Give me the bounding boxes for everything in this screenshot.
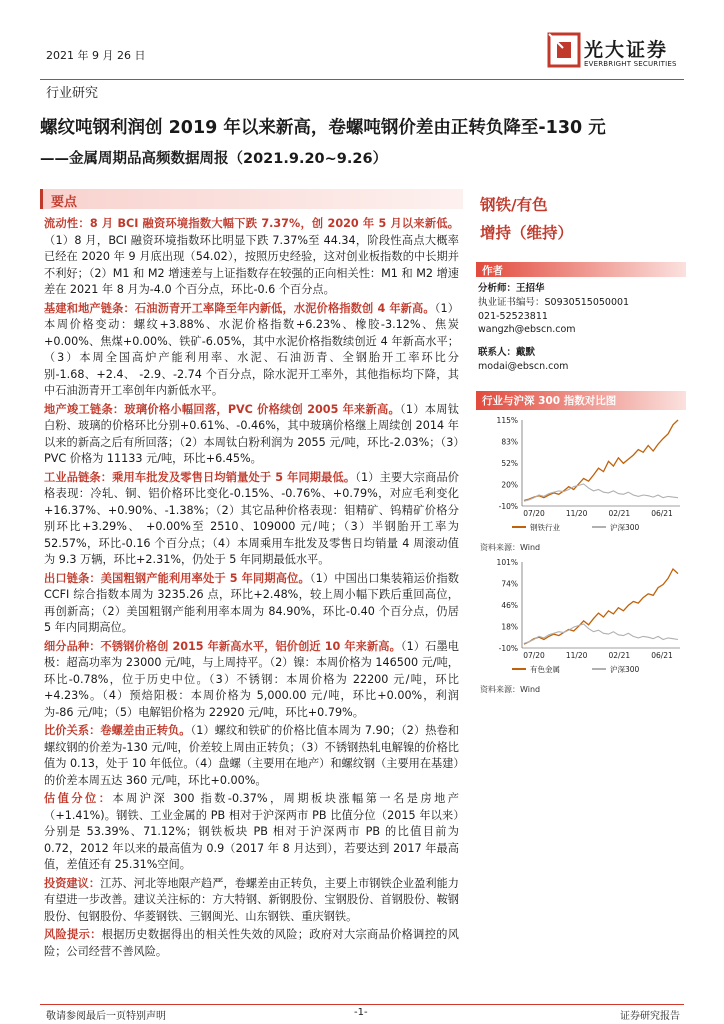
section-text: （1）中国出口集装箱运价指数 CCFI 综合指数本周为 3235.26 点，环比+2.48%，较上周小幅下跌后重回高位，再创新高；（2）美国粗钢产能利用率本周为 84.90%，环比-0.40 个百分点，仍居 5 年内同期高位。 bbox=[44, 571, 459, 634]
sector-name: 钢铁/有色 bbox=[480, 196, 548, 214]
brand-logo-icon bbox=[547, 32, 581, 68]
x-tick-label: 06/21 bbox=[651, 509, 673, 518]
section-label: 比价关系：卷螺差由正转负。 bbox=[44, 724, 191, 737]
y-tick-label: 18% bbox=[501, 622, 518, 632]
section-text: （1）本周价格变动：螺纹+3.88%、水泥价格指数+6.23%、橡胶-3.12%、焦炭+0.00%、焦煤+0.00%、铁矿-6.05%，其中水泥价格指数续创近 4 年新高水平；（3）本周全国高炉产能利用率、水泥、石油沥青、全钢胎开工率环比分别-1.68、+2.4、 -2.9、-2.74 个百分点，除水泥开工率外，其他指标均下降，其中石油沥青开工率创年内新低水平。 bbox=[44, 301, 459, 397]
y-tick-label: -10% bbox=[498, 502, 518, 511]
summary-paragraph bbox=[44, 876, 459, 926]
y-tick-label: 74% bbox=[501, 579, 518, 589]
series-line bbox=[524, 420, 678, 501]
section-text: （1）石墨电极：超高功率为 23000 元/吨，与上周持平。（2）镍：本周价格为 146500 元/吨，环比-0.78%，位于历史中位。（3）不锈钢：本周价格为 22200 元/吨，环比+4.23%。（4）预焙阳极：本周价格为 5,000.00 元/吨，环比+0.00%，利润为-86 元/吨；（5）电解铝价格为 22920 元/吨，环比+0.79%。 bbox=[44, 639, 459, 719]
section-text: 根据历史数据得出的相关性失效的风险；政府对大宗商品价格调控的风险；公司经营不善风险。 bbox=[44, 928, 459, 958]
x-tick-label: 07/20 bbox=[523, 651, 545, 660]
summary-paragraph bbox=[44, 571, 459, 637]
section-text: （1）螺纹和铁矿的价格比值本周为 7.90；（2）热卷和螺纹钢的价差为-130 元/吨，价差较上周由正转负；（3）不锈钢热轧电解镍的价格比值为 0.13，处于 10 年低位。（4）盘螺（主要用在地产）和螺纹钢（主要用在基建）的价差本周五达 360 元/吨，环比+0.00%。 bbox=[44, 724, 459, 787]
section-text: 江苏、河北等地限产趋严，卷螺差由正转负，主要上市钢铁企业盈利能力有望进一步改善。建议关注标的：方大特钢、新钢股份、宝钢股份、首钢股份、鞍钢股份、包钢股份、华菱钢铁、三钢闽光、山东钢铁、重庆钢铁。 bbox=[44, 876, 459, 923]
x-tick-label: 02/21 bbox=[608, 651, 631, 660]
section-label: 估值分位： bbox=[44, 792, 113, 805]
analyst-email[interactable]: wangzh@ebscn.com bbox=[478, 324, 576, 335]
footer-report-type: 证券研究报告 bbox=[620, 1011, 680, 1022]
summary-paragraph bbox=[44, 402, 459, 468]
section-label: 风险提示： bbox=[44, 928, 102, 941]
section-label: 投资建议： bbox=[44, 876, 101, 890]
report-title: 螺纹吨钢利润创 2019 年以来新高，卷螺吨钢价差由正转负降至-130 元 bbox=[40, 118, 606, 138]
section-label: 工业品链条：乘用车批发及零售日均销量处于 5 年同期最低。 bbox=[44, 470, 356, 484]
footer-divider bbox=[40, 1004, 684, 1005]
section-label: 地产竣工链条：玻璃价格小幅回落，PVC 价格续创 2005 年来新高。 bbox=[44, 402, 401, 416]
analyst-cert: 执业证书编号：S0930515050001 bbox=[478, 297, 630, 308]
section-label: 细分品种：不锈钢价格创 2015 年新高水平，铝价创近 10 年来新高。 bbox=[44, 639, 401, 653]
x-tick-label: 07/20 bbox=[523, 509, 545, 518]
x-tick-label: 06/21 bbox=[651, 651, 673, 660]
legend-label: 钢铁行业 bbox=[530, 523, 560, 532]
legend-label: 沪深300 bbox=[610, 665, 640, 674]
x-tick-label: 11/20 bbox=[565, 509, 588, 518]
section-text: 本周沪深 300 指数-0.37%，周期板块涨幅第一名是房地产（+1.41%)。钢铁、工业金属的 PB 相对于沪深两市 PB 比值分位（2015 年以来）分别是 53.39%、71.12%；钢铁板块 PB 相对于沪深两市 PB 的比值目前为 0.72，2012 年以来的最高值为 0.9（2017 年 8 月达到），若要达到 2017 年最高值，差值还有 25.31%空间。 bbox=[44, 792, 459, 871]
contact-email[interactable]: modai@ebscn.com bbox=[478, 361, 569, 372]
section-text: （1）主要大宗商品价格表现：冷轧、铜、铝价格环比变化-0.15%、-0.76%、+0.79%，对应毛利变化+16.37%、+0.90%、-1.38%；（2）其它品种价格表现：钼精矿、钨精矿价格分别环比+3.29%、 +0.00%至 2510、109000 元/吨；（3）半钢胎开工率为 52.57%，环比-0.16 个百分点；（4）本周乘用车批发及零售日均销量 4 周滚动值为 9.3 万辆，环比+2.31%，仍处于 5 年同期最低水平。 bbox=[44, 470, 459, 566]
nonferrous-vs-hs300-chart bbox=[476, 556, 686, 680]
brand-name: 光大证券 bbox=[584, 39, 669, 61]
summary-paragraph bbox=[44, 216, 459, 299]
section-label: 基建和地产链条：石油沥青开工率降至年内新低，水泥价格指数创 4 年新高。 bbox=[44, 301, 435, 315]
summary-paragraph bbox=[44, 791, 459, 874]
analyst-phone: 021-52523811 bbox=[478, 311, 548, 322]
contact-name: 联系人：戴默 bbox=[478, 347, 536, 358]
summary-paragraph bbox=[44, 470, 459, 569]
chart-heading: 行业与沪深 300 指数对比图 bbox=[482, 395, 617, 407]
y-tick-label: -10% bbox=[498, 644, 518, 653]
summary-paragraph bbox=[44, 723, 459, 789]
chart-source: 资料来源：Wind bbox=[480, 685, 541, 694]
brand-name-en: EVERBRIGHT SECURITIES bbox=[584, 60, 677, 68]
author-heading-bar bbox=[476, 262, 686, 277]
chart-heading-bar bbox=[476, 391, 686, 410]
series-line bbox=[524, 624, 678, 643]
section-label: 流动性：8 月 BCI 融资环境指数大幅下跌 7.37%，创 2020 年 5 月以来新低。 bbox=[44, 217, 459, 230]
report-category: 行业研究 bbox=[46, 86, 99, 101]
analyst-name: 分析师：王招华 bbox=[478, 283, 545, 294]
section-text: （1）8 月，BCI 融资环境指数环比明显下跌 7.37%至 44.34，阶段性高点大概率已经在 2020 年 9 月底出现（54.02），按照历史经验，这对创业板指数的中长期并不利好；（2）M1 和 M2 增速差与上证指数存在较强的正向相关性：M1 和 M2 增速差在 2021 年 8 月为-4.0 个百分点，环比-0.6 个百分点。 bbox=[44, 233, 459, 296]
section-label: 出口链条：美国粗钢产能利用率处于 5 年同期高位。 bbox=[44, 571, 310, 585]
x-tick-label: 11/20 bbox=[565, 651, 588, 660]
steel-vs-hs300-chart bbox=[476, 414, 686, 538]
x-tick-label: 02/21 bbox=[608, 509, 631, 518]
summary-body bbox=[44, 216, 459, 962]
y-tick-label: 101% bbox=[496, 558, 518, 567]
summary-paragraph bbox=[44, 301, 459, 400]
footer-disclaimer: 敬请参阅最后一页特别声明 bbox=[46, 1011, 166, 1022]
y-tick-label: 115% bbox=[496, 416, 518, 425]
y-tick-label: 46% bbox=[501, 601, 518, 610]
legend-label: 沪深300 bbox=[610, 523, 640, 532]
summary-heading: 要点 bbox=[51, 195, 78, 210]
series-line bbox=[524, 484, 678, 501]
header-divider bbox=[40, 79, 684, 80]
chart-source: 资料来源：Wind bbox=[480, 543, 541, 552]
summary-heading-bar bbox=[40, 189, 463, 209]
report-date: 2021 年 9 月 26 日 bbox=[46, 49, 146, 62]
summary-paragraph bbox=[44, 927, 459, 960]
summary-paragraph bbox=[44, 639, 459, 722]
legend-label: 有色金属 bbox=[530, 665, 560, 674]
y-tick-label: 83% bbox=[501, 437, 518, 447]
section-text: （1）本周钛白粉、玻璃的价格环比分别+0.61%、-0.46%，其中玻璃价格继上周续创 2014 年以来的新高之后有所回落；（2）本周钛白粉利润为 2055 元/吨，环比-2.03%；（3）PVC 价格为 11133 元/吨，环比+6.45%。 bbox=[44, 402, 459, 465]
author-heading: 作者 bbox=[482, 265, 503, 277]
y-tick-label: 52% bbox=[501, 459, 518, 468]
page-number: -1- bbox=[354, 1007, 368, 1018]
series-line bbox=[524, 569, 678, 644]
report-subtitle: ——金属周期品高频数据周报（2021.9.20~9.26） bbox=[40, 151, 388, 167]
y-tick-label: 20% bbox=[501, 480, 518, 490]
sector-rating: 增持（维持） bbox=[480, 224, 574, 242]
